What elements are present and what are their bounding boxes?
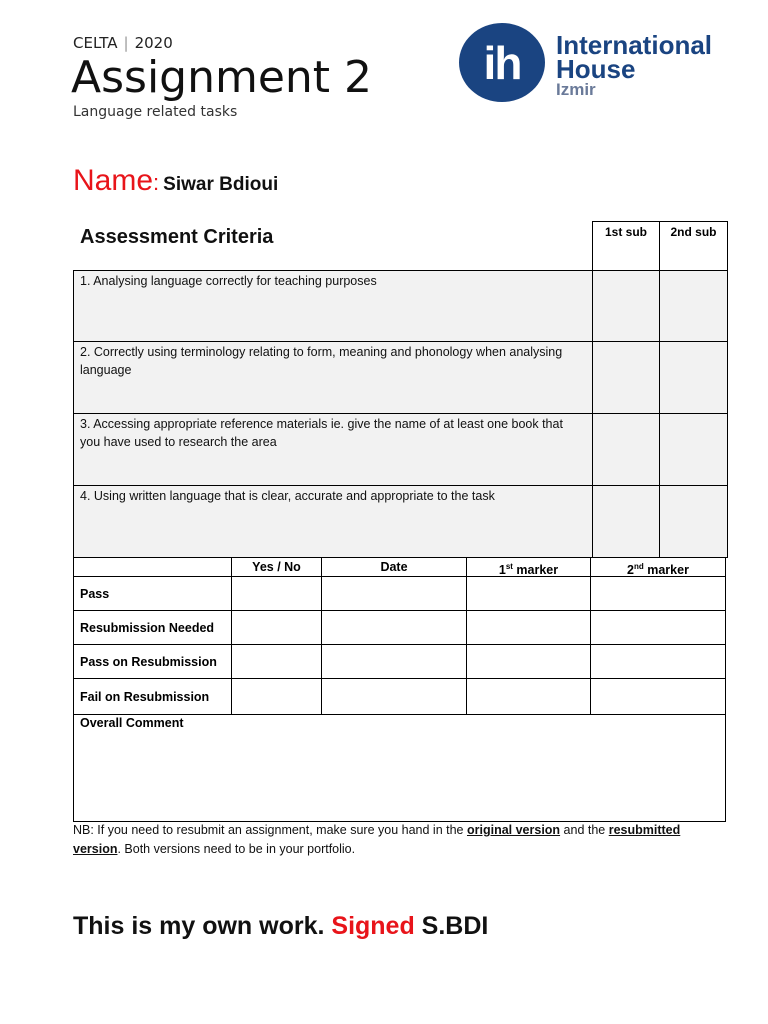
marker1-word: marker: [512, 563, 559, 578]
marking-row-resubmission-needed: Resubmission Needed: [73, 610, 232, 645]
declaration-text: This is my own work.: [73, 912, 332, 940]
overall-comment-label: Overall Comment: [80, 716, 184, 730]
criterion-4-1st-sub: [592, 485, 660, 558]
logo-line-1: International: [556, 30, 713, 60]
resubmission-note: [73, 821, 713, 859]
marker2-num: 2: [627, 563, 634, 578]
criterion-3-1st-sub: [592, 413, 660, 486]
marking-row-fail-on-resubmission: Fail on Resubmission: [73, 678, 232, 715]
pass-resub-2nd-marker-cell: [590, 644, 726, 679]
col-header-1st-sub: 1st sub: [592, 221, 660, 271]
course-year: 2020: [134, 34, 173, 52]
course-separator: |: [123, 34, 129, 52]
page-subtitle: Language related tasks: [73, 104, 238, 120]
note-resubmitted-version: resubmitted version: [73, 823, 681, 856]
logo-line-2: House: [556, 54, 636, 84]
pass-1st-marker-cell: [466, 576, 591, 611]
marking-header-1st-marker: [466, 557, 591, 577]
marker1-num: 1: [498, 563, 506, 578]
logo-wordmark: [556, 30, 713, 99]
criterion-1: 1. Analysing language correctly for teaching purposes: [73, 270, 593, 342]
fail-resub-yes-no-cell: [231, 678, 322, 715]
resub-needed-yes-no-cell: [231, 610, 322, 645]
criterion-4: 4. Using written language that is clear, accurate and appropriate to the task: [73, 485, 593, 558]
criterion-2: 2. Correctly using terminology relating to form, meaning and phonology when analysing language: [73, 341, 593, 414]
name-colon: :: [153, 170, 160, 195]
criterion-4-2nd-sub: [659, 485, 728, 558]
name-label: Name: [73, 164, 154, 197]
marking-header-yes-no: Yes / No: [231, 557, 322, 577]
declaration-signed: Signed: [331, 912, 415, 940]
criterion-1-2nd-sub: [659, 270, 728, 342]
criterion-3-2nd-sub: [659, 413, 728, 486]
name-value: Siwar Bdioui: [163, 174, 279, 195]
criterion-2-1st-sub: [592, 341, 660, 414]
criterion-2-2nd-sub: [659, 341, 728, 414]
marker2-sup: nd: [633, 562, 644, 571]
fail-resub-1st-marker-cell: [466, 678, 591, 715]
marking-header-2nd-marker: [590, 557, 726, 577]
name-row: [73, 164, 278, 198]
col-header-2nd-sub: 2nd sub: [659, 221, 728, 271]
fail-resub-date-cell: [321, 678, 467, 715]
note-original-version: original version: [466, 823, 561, 837]
course-name: CELTA: [73, 34, 118, 52]
page-title: Assignment 2: [71, 52, 373, 103]
marker1-sup: st: [505, 562, 513, 571]
overall-comment-box: [73, 714, 726, 822]
fail-resub-2nd-marker-cell: [590, 678, 726, 715]
pass-resub-1st-marker-cell: [466, 644, 591, 679]
marking-header-date: Date: [321, 557, 467, 577]
pass-resub-date-cell: [321, 644, 467, 679]
resub-needed-2nd-marker-cell: [590, 610, 726, 645]
declaration: [73, 912, 488, 941]
course-label: [73, 34, 173, 52]
pass-2nd-marker-cell: [590, 576, 726, 611]
pass-resub-yes-no-cell: [231, 644, 322, 679]
marking-row-pass: Pass: [73, 576, 232, 611]
resub-needed-date-cell: [321, 610, 467, 645]
logo-line-3: Izmir: [556, 80, 596, 99]
pass-date-cell: [321, 576, 467, 611]
criterion-1-1st-sub: [592, 270, 660, 342]
ih-logo-icon: [459, 23, 545, 102]
note-part-2: and the: [560, 823, 609, 837]
criteria-title: Assessment Criteria: [80, 226, 274, 248]
resub-needed-1st-marker-cell: [466, 610, 591, 645]
declaration-signature: S.BDI: [414, 912, 489, 940]
logo-mark: ih: [483, 36, 521, 89]
criterion-3: 3. Accessing appropriate reference materials ie. give the name of at least one book that you have used to research the area: [73, 413, 593, 486]
note-part-1: NB: If you need to resubmit an assignment, make sure you hand in the: [73, 823, 467, 837]
marker2-word: marker: [643, 563, 689, 578]
marking-header-blank: [73, 557, 232, 577]
marking-row-pass-on-resubmission: Pass on Resubmission: [73, 644, 232, 679]
note-part-3: . Both versions need to be in your portfolio.: [117, 842, 356, 856]
pass-yes-no-cell: [231, 576, 322, 611]
